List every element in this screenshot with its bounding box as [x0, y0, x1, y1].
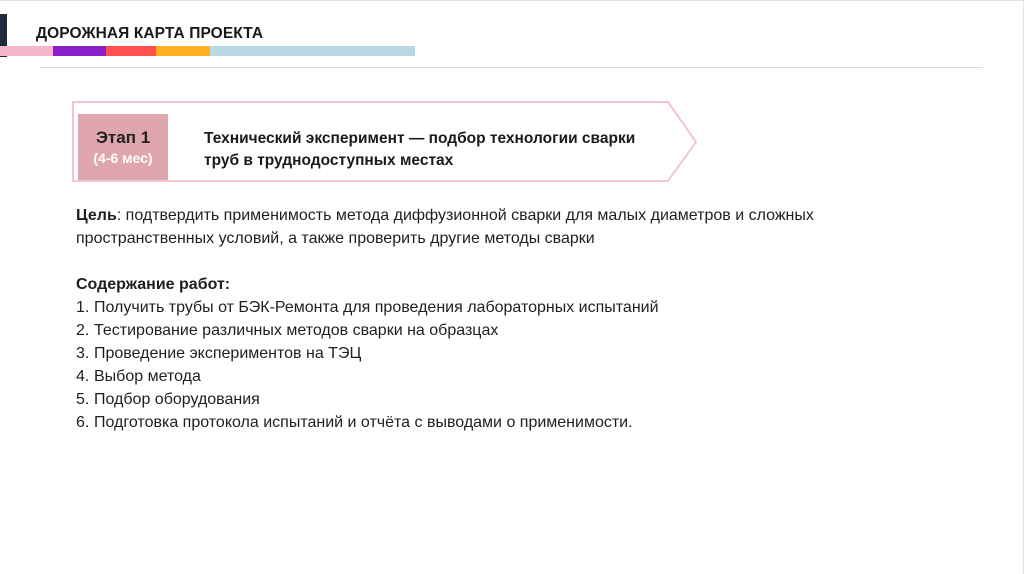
stage-title: Технический эксперимент — подбор технологии сварки труб в труднодоступных местах: [204, 130, 636, 169]
list-item: [76, 365, 816, 388]
stage-badge: [78, 114, 168, 180]
goal-text: : подтвердить применимость метода диффузионной сварки для малых диаметров и сложных пространственных условий, а также проверить другие методы сварки: [76, 207, 814, 247]
list-item: [76, 319, 816, 342]
color-bar-purple: [53, 46, 106, 56]
list-item-text: Проведение экспериментов на ТЭЦ: [94, 345, 362, 362]
stage-label: Этап 1: [95, 127, 151, 147]
list-item-text: Тестирование различных методов сварки на образцах: [94, 322, 499, 339]
slide-border-top: [0, 0, 1024, 1]
list-item: [76, 411, 816, 434]
color-bar-pink: [0, 46, 53, 56]
goal-paragraph: [76, 204, 816, 250]
goal-label: Цель: [76, 207, 117, 224]
list-item-number: 4.: [76, 368, 90, 385]
list-item-text: Подготовка протокола испытаний и отчёта с выводами о применимости.: [94, 414, 633, 431]
list-item-number: 6.: [76, 414, 90, 431]
works-heading: Содержание работ:: [76, 276, 231, 293]
list-item-text: Получить трубы от БЭК-Ремонта для проведения лабораторных испытаний: [94, 299, 659, 316]
list-item-text: Выбор метода: [94, 368, 201, 385]
list-item: [76, 342, 816, 365]
list-item-number: 1.: [76, 299, 90, 316]
works-list: [76, 296, 816, 434]
color-bar-red: [106, 46, 156, 56]
content-body: [76, 204, 816, 434]
list-item-number: 5.: [76, 391, 90, 408]
list-item-number: 2.: [76, 322, 90, 339]
header-divider: [40, 67, 983, 68]
color-bar-orange: [156, 46, 210, 56]
list-item-number: 3.: [76, 345, 90, 362]
list-item: [76, 388, 816, 411]
list-item-text: Подбор оборудования: [94, 391, 260, 408]
color-bar-blue: [210, 46, 415, 56]
stage-duration: (4-6 мес): [93, 149, 153, 166]
page-title: ДОРОЖНАЯ КАРТА ПРОЕКТА: [36, 25, 264, 42]
list-item: [76, 296, 816, 319]
